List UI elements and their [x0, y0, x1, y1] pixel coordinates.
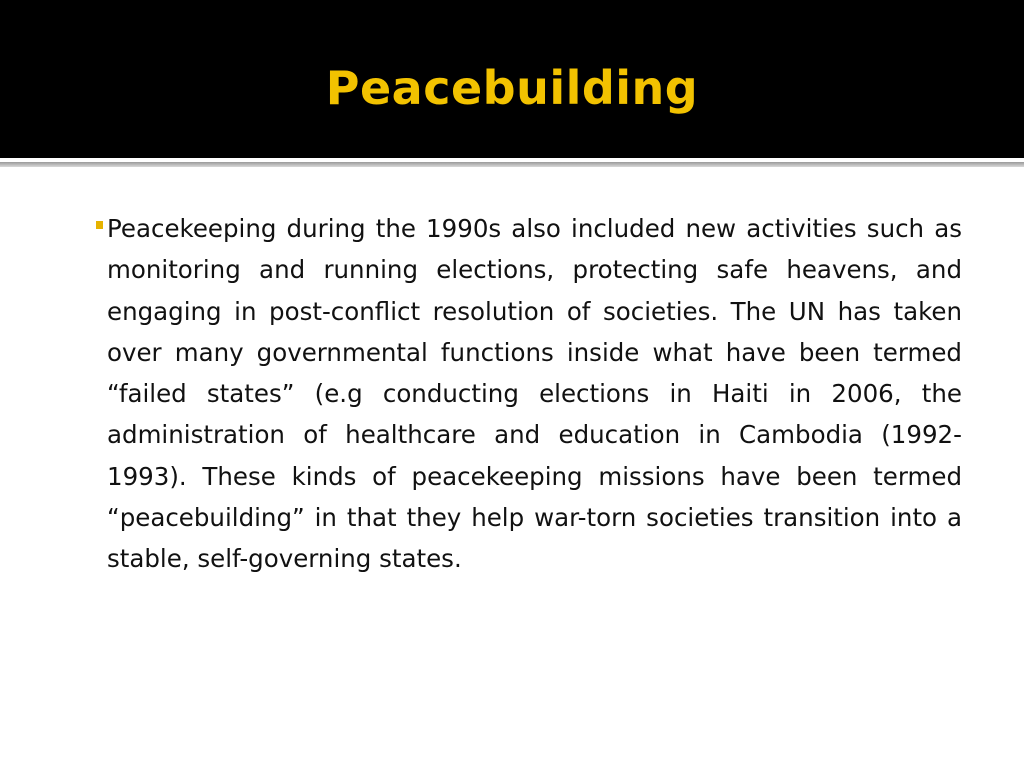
bullet-text: Peacekeeping during the 1990s also included new activities such as monitoring and running elections, protecting safe heavens, and engaging in post-conflict resolution of societies. The UN has taken over many governmental functions inside what have been termed “failed states” (e.g conducting elections in Haiti in 2006, the administration of healthcare and education in Cambodia (1992-1993). These kinds of peacekeeping missions have been termed “peacebuilding” in that they help war-torn societies transition into a stable, self-governing states.	[107, 214, 962, 574]
title-divider	[0, 162, 1024, 167]
slide-title: Peacebuilding	[325, 61, 699, 115]
title-bar	[0, 0, 1024, 158]
slide-content	[96, 208, 962, 580]
square-bullet-icon	[96, 221, 103, 229]
bullet-item	[96, 208, 962, 580]
